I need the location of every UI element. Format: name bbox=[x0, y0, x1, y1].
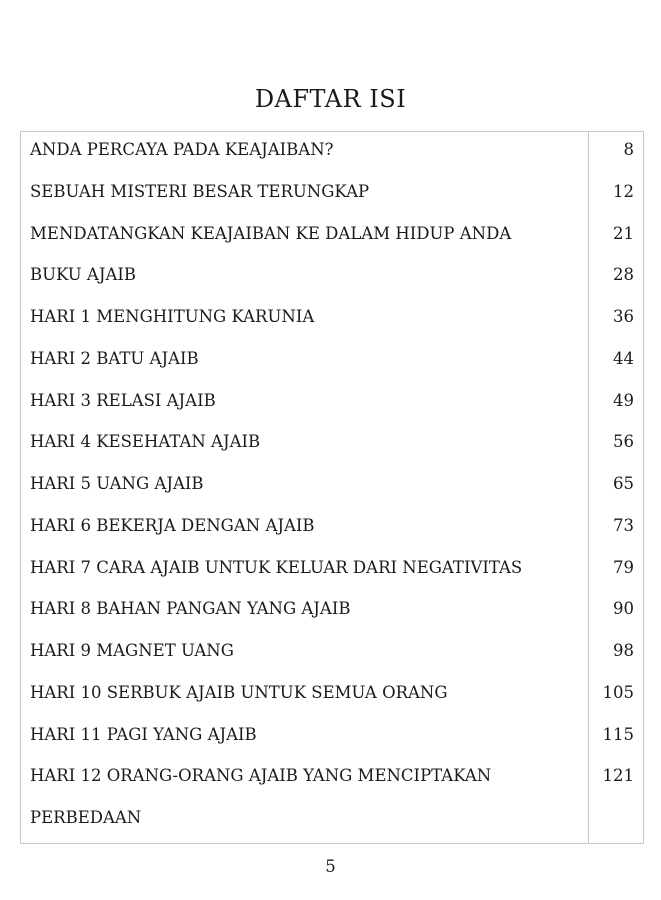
toc-row bbox=[21, 591, 643, 633]
toc-row bbox=[21, 424, 643, 466]
toc-row bbox=[21, 216, 643, 258]
toc-entry-page: 21 bbox=[613, 223, 634, 243]
toc-entry-title: HARI 11 PAGI YANG AJAIB bbox=[30, 724, 257, 744]
toc-entry-title: HARI 7 CARA AJAIB UNTUK KELUAR DARI NEGATIVITAS bbox=[30, 557, 523, 577]
toc-entry-title: HARI 5 UANG AJAIB bbox=[30, 474, 204, 493]
toc-row bbox=[21, 466, 643, 508]
toc-entry-page: 36 bbox=[613, 307, 634, 326]
page-title: DAFTAR ISI bbox=[254, 85, 407, 113]
toc-row bbox=[21, 508, 643, 550]
toc-row bbox=[21, 550, 643, 592]
toc-entry-title: HARI 9 MAGNET UANG bbox=[30, 641, 234, 660]
toc-entry-title: SEBUAH MISTERI BESAR TERUNGKAP bbox=[30, 181, 370, 201]
toc-entry-page: 56 bbox=[613, 432, 634, 452]
toc-entry-title: MENDATANGKAN KEAJAIBAN KE DALAM HIDUP ANDA bbox=[30, 223, 512, 243]
toc-row bbox=[21, 299, 643, 341]
toc-entry-title: HARI 6 BEKERJA DENGAN AJAIB bbox=[30, 515, 315, 535]
toc-table bbox=[20, 131, 644, 844]
toc-row bbox=[21, 633, 643, 675]
toc-entry-page: 115 bbox=[602, 724, 634, 744]
toc-entry-title: ANDA PERCAYA PADA KEAJAIBAN? bbox=[30, 140, 334, 159]
toc-entry-page: 98 bbox=[613, 641, 634, 660]
toc-entry-page: 49 bbox=[613, 390, 634, 410]
toc-entry-title: HARI 3 RELASI AJAIB bbox=[30, 390, 216, 410]
toc-entry-page: 44 bbox=[613, 348, 634, 368]
toc-entry-title: BUKU AJAIB bbox=[30, 265, 137, 285]
toc-entry-title: HARI 10 SERBUK AJAIB UNTUK SEMUA ORANG bbox=[30, 682, 448, 702]
toc-entry-page: 90 bbox=[613, 599, 634, 619]
toc-row bbox=[21, 383, 643, 425]
toc-entry-page: 65 bbox=[613, 474, 634, 493]
toc-row bbox=[21, 675, 643, 717]
toc-entry-page: 105 bbox=[602, 682, 634, 702]
toc-row bbox=[21, 174, 643, 216]
toc-row bbox=[21, 717, 643, 759]
toc-entry-page: 28 bbox=[613, 265, 634, 285]
page-number: 5 bbox=[325, 857, 336, 876]
toc-entry-page: 73 bbox=[613, 515, 634, 535]
toc-entry-page: 121 bbox=[602, 766, 634, 786]
toc-entry-title: HARI 2 BATU AJAIB bbox=[30, 348, 199, 368]
toc-entry-title: HARI 12 ORANG-ORANG AJAIB YANG MENCIPTAKAN PERBEDAAN bbox=[30, 766, 492, 827]
toc-row bbox=[21, 132, 643, 174]
toc-entry-title: HARI 8 BAHAN PANGAN YANG AJAIB bbox=[30, 599, 351, 619]
toc-entry-title: HARI 1 MENGHITUNG KARUNIA bbox=[30, 307, 315, 326]
toc-row bbox=[21, 257, 643, 299]
toc-entry-page: 8 bbox=[623, 140, 634, 159]
toc-row bbox=[21, 341, 643, 383]
toc-entry-page: 79 bbox=[613, 557, 634, 577]
toc-row bbox=[21, 758, 643, 842]
toc-entry-title: HARI 4 KESEHATAN AJAIB bbox=[30, 432, 261, 452]
toc-entry-page: 12 bbox=[613, 181, 634, 201]
